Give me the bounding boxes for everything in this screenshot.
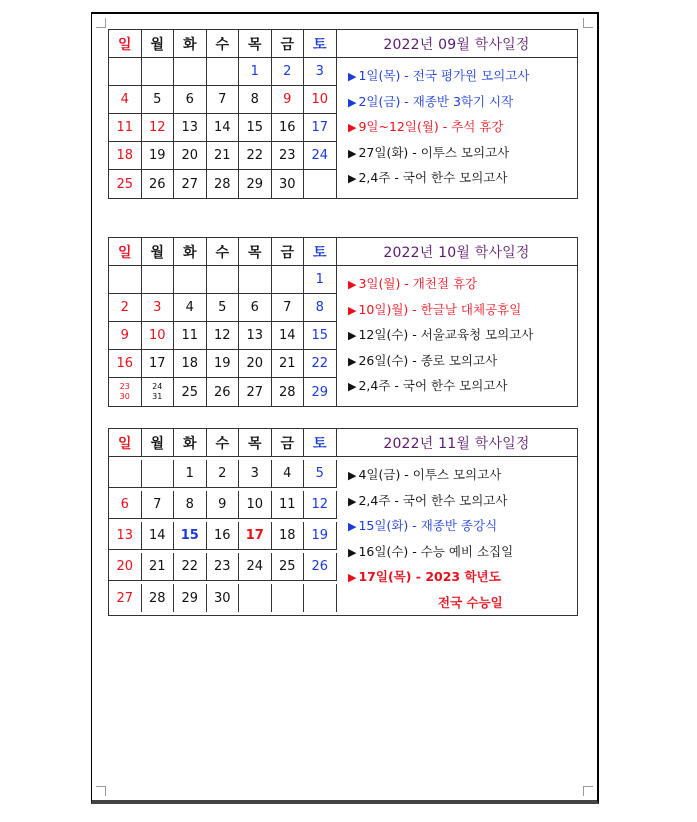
day-cell: 5 <box>142 86 175 114</box>
event-text: 16일(수) - 수능 예비 소집일 <box>358 543 514 559</box>
event-list <box>336 266 577 400</box>
weekday-header: 일 <box>109 429 142 457</box>
day-cell: 4 <box>174 294 207 322</box>
day-cell: 27 <box>174 170 207 198</box>
day-cell: 14 <box>207 114 240 142</box>
day-cell: 17 <box>304 114 337 142</box>
bullet-triangle-icon: ▶ <box>348 172 357 185</box>
day-cell: 25 <box>109 170 142 198</box>
day-cell: 23 <box>207 553 240 581</box>
weekday-header: 화 <box>174 238 207 266</box>
weekday-header: 화 <box>174 30 207 58</box>
day-cell: 18 <box>174 350 207 378</box>
empty-day-cell <box>207 58 240 86</box>
day-cell: 1 <box>304 266 337 294</box>
day-cell: 19 <box>142 142 175 170</box>
day-cell: 26 <box>142 170 175 198</box>
day-cell: 16 <box>272 114 305 142</box>
empty-day-cell <box>304 584 337 612</box>
day-cell: 29 <box>174 584 207 612</box>
day-cell: 7 <box>272 294 305 322</box>
event-text: 17일(목) - 2023 학년도 <box>358 569 501 584</box>
day-cell: 4 <box>272 460 305 488</box>
day-cell: 29 <box>239 170 272 198</box>
day-cell: 7 <box>142 491 175 519</box>
day-cell: 14 <box>142 522 175 550</box>
day-cell: 11 <box>174 322 207 350</box>
empty-day-cell <box>109 266 142 294</box>
schedule-event <box>348 349 577 375</box>
weekday-header: 금 <box>272 429 305 457</box>
day-cell: 2 <box>109 294 142 322</box>
day-cell: 24 <box>239 553 272 581</box>
empty-day-cell <box>142 58 175 86</box>
day-cell: 11 <box>272 491 305 519</box>
event-text: 15일(화) - 재종반 종강식 <box>358 518 498 533</box>
day-cell: 9 <box>207 491 240 519</box>
empty-day-cell <box>142 266 175 294</box>
event-text: 4일(금) - 이투스 모의고사 <box>358 467 502 482</box>
day-cell: 29 <box>304 378 337 406</box>
bullet-triangle-icon: ▶ <box>348 520 357 533</box>
day-cell: 25 <box>272 553 305 581</box>
event-text: 1일(목) - 전국 평가원 모의고사 <box>358 68 530 83</box>
schedule-event <box>348 141 577 167</box>
schedule-event <box>348 166 577 192</box>
calendar-grid <box>109 429 336 615</box>
schedule-event <box>348 90 577 116</box>
bullet-triangle-icon: ▶ <box>348 354 357 368</box>
event-text: 2,4주 - 국어 한수 모의고사 <box>358 492 508 508</box>
weekday-header: 목 <box>239 30 272 58</box>
day-cell: 27 <box>109 584 142 612</box>
bullet-triangle-icon: ▶ <box>348 494 357 508</box>
calendar-grid <box>109 30 336 198</box>
day-cell: 8 <box>304 294 337 322</box>
day-cell: 7 <box>207 86 240 114</box>
day-cell: 18 <box>272 522 305 550</box>
schedule-title: 2022년 09월 학사일정 <box>336 30 577 58</box>
event-text: 9일~12일(월) - 추석 휴강 <box>358 119 504 134</box>
day-cell: 9 <box>109 322 142 350</box>
day-cell: 20 <box>239 350 272 378</box>
empty-day-cell <box>239 266 272 294</box>
bullet-triangle-icon: ▶ <box>348 545 357 559</box>
schedule-event <box>348 115 577 141</box>
bullet-triangle-icon: ▶ <box>348 571 357 584</box>
event-text: 전국 수능일 <box>438 594 503 610</box>
day-cell: 8 <box>239 86 272 114</box>
day-cell: 5 <box>304 460 337 488</box>
page-corner-mark <box>96 786 106 796</box>
day-cell: 13 <box>109 522 142 550</box>
schedule-title: 2022년 11월 학사일정 <box>336 429 577 457</box>
day-cell: 22 <box>174 553 207 581</box>
weekday-header: 월 <box>142 30 175 58</box>
event-text: 27일(화) - 이투스 모의고사 <box>358 144 510 160</box>
day-cell: 11 <box>109 114 142 142</box>
schedule-event <box>348 463 577 489</box>
day-cell: 2 <box>272 58 305 86</box>
weekday-header: 수 <box>207 238 240 266</box>
day-cell: 10 <box>142 322 175 350</box>
schedule-event <box>348 272 577 298</box>
empty-day-cell <box>239 584 272 612</box>
bullet-triangle-icon: ▶ <box>348 121 357 134</box>
empty-day-cell <box>174 266 207 294</box>
day-cell: 2 <box>207 460 240 488</box>
day-cell: 1 <box>239 58 272 86</box>
day-cell: 28 <box>272 378 305 406</box>
weekday-header: 토 <box>304 30 337 58</box>
schedule-event <box>348 298 577 324</box>
day-cell: 30 <box>272 170 305 198</box>
day-cell: 30 <box>207 584 240 612</box>
day-cell: 24 <box>304 142 337 170</box>
day-cell: 22 <box>304 350 337 378</box>
day-cell: 25 <box>174 378 207 406</box>
event-text: 2일(금) - 재종반 3학기 시작 <box>358 93 514 109</box>
weekday-header: 목 <box>239 429 272 457</box>
day-cell: 22 <box>239 142 272 170</box>
day-cell: 20 <box>109 553 142 581</box>
day-cell: 23 <box>272 142 305 170</box>
day-cell: 28 <box>207 170 240 198</box>
day-cell: 19 <box>304 522 337 550</box>
event-text: 10일)월) - 한글날 대체공휴일 <box>358 301 522 317</box>
empty-day-cell <box>142 460 175 488</box>
weekday-header: 목 <box>239 238 272 266</box>
empty-day-cell <box>272 266 305 294</box>
day-cell: 19 <box>207 350 240 378</box>
calendar-grid <box>109 238 336 406</box>
bullet-triangle-icon: ▶ <box>348 95 357 109</box>
day-cell: 9 <box>272 86 305 114</box>
day-cell: 21 <box>207 142 240 170</box>
day-cell: 27 <box>239 378 272 406</box>
day-cell: 26 <box>207 378 240 406</box>
empty-day-cell <box>207 266 240 294</box>
day-cell: 21 <box>272 350 305 378</box>
day-cell: 15 <box>174 522 207 550</box>
schedule-panel <box>336 238 577 406</box>
weekday-header: 토 <box>304 238 337 266</box>
empty-day-cell <box>304 170 337 198</box>
day-cell: 18 <box>109 142 142 170</box>
schedule-event <box>348 591 577 616</box>
day-cell: 28 <box>142 584 175 612</box>
weekday-header: 금 <box>272 238 305 266</box>
bullet-triangle-icon: ▶ <box>348 70 357 83</box>
bullet-triangle-icon: ▶ <box>348 303 357 317</box>
day-cell: 24 31 <box>142 378 175 406</box>
event-list <box>336 457 577 615</box>
day-cell: 13 <box>239 322 272 350</box>
weekday-header: 화 <box>174 429 207 457</box>
day-cell: 17 <box>142 350 175 378</box>
day-cell: 3 <box>239 460 272 488</box>
schedule-event <box>348 374 577 400</box>
page-corner-mark <box>583 18 593 28</box>
schedule-title: 2022년 10월 학사일정 <box>336 238 577 266</box>
day-cell: 6 <box>174 86 207 114</box>
weekday-header: 일 <box>109 238 142 266</box>
day-cell: 3 <box>304 58 337 86</box>
schedule-panel <box>336 30 577 198</box>
day-cell: 26 <box>304 553 337 581</box>
day-cell: 21 <box>142 553 175 581</box>
event-text: 2,4주 - 국어 한수 모의고사 <box>358 378 508 393</box>
event-list <box>336 58 577 192</box>
day-cell: 10 <box>239 491 272 519</box>
bullet-triangle-icon: ▶ <box>348 278 357 291</box>
bullet-triangle-icon: ▶ <box>348 380 357 393</box>
weekday-header: 수 <box>207 429 240 457</box>
empty-day-cell <box>109 460 142 488</box>
page-corner-mark <box>583 786 593 796</box>
calendar-october <box>108 237 578 407</box>
day-cell: 6 <box>239 294 272 322</box>
day-cell: 10 <box>304 86 337 114</box>
empty-day-cell <box>109 58 142 86</box>
event-text: 3일(월) - 개천절 휴강 <box>358 276 478 291</box>
page-corner-mark <box>96 18 106 28</box>
bullet-triangle-icon: ▶ <box>348 146 357 160</box>
weekday-header: 월 <box>142 429 175 457</box>
schedule-event <box>348 514 577 540</box>
bullet-triangle-icon: ▶ <box>348 469 357 482</box>
schedule-panel <box>336 429 577 615</box>
event-text: 12일(수) - 서울교육청 모의고사 <box>358 327 534 342</box>
day-cell: 17 <box>239 522 272 550</box>
day-cell: 1 <box>174 460 207 488</box>
schedule-event <box>348 64 577 90</box>
event-text: 26일(수) - 종로 모의고사 <box>358 352 498 368</box>
day-cell: 14 <box>272 322 305 350</box>
day-cell: 16 <box>207 522 240 550</box>
day-cell: 8 <box>174 491 207 519</box>
day-cell: 13 <box>174 114 207 142</box>
weekday-header: 일 <box>109 30 142 58</box>
schedule-event <box>348 489 577 515</box>
weekday-header: 금 <box>272 30 305 58</box>
empty-day-cell <box>272 584 305 612</box>
calendar-september <box>108 29 578 199</box>
schedule-event <box>348 565 577 591</box>
day-cell: 20 <box>174 142 207 170</box>
schedule-event <box>348 323 577 349</box>
weekday-header: 월 <box>142 238 175 266</box>
day-cell: 15 <box>239 114 272 142</box>
day-cell: 12 <box>304 491 337 519</box>
weekday-header: 수 <box>207 30 240 58</box>
weekday-header: 토 <box>304 429 337 457</box>
event-text: 2,4주 - 국어 한수 모의고사 <box>358 170 508 185</box>
bullet-triangle-icon: ▶ <box>348 329 357 342</box>
day-cell: 5 <box>207 294 240 322</box>
day-cell: 12 <box>142 114 175 142</box>
schedule-event <box>348 540 577 566</box>
day-cell: 3 <box>142 294 175 322</box>
day-cell: 4 <box>109 86 142 114</box>
day-cell: 16 <box>109 350 142 378</box>
day-cell: 23 30 <box>109 378 142 406</box>
calendar-november <box>108 428 578 616</box>
empty-day-cell <box>174 58 207 86</box>
day-cell: 12 <box>207 322 240 350</box>
day-cell: 15 <box>304 322 337 350</box>
day-cell: 6 <box>109 491 142 519</box>
